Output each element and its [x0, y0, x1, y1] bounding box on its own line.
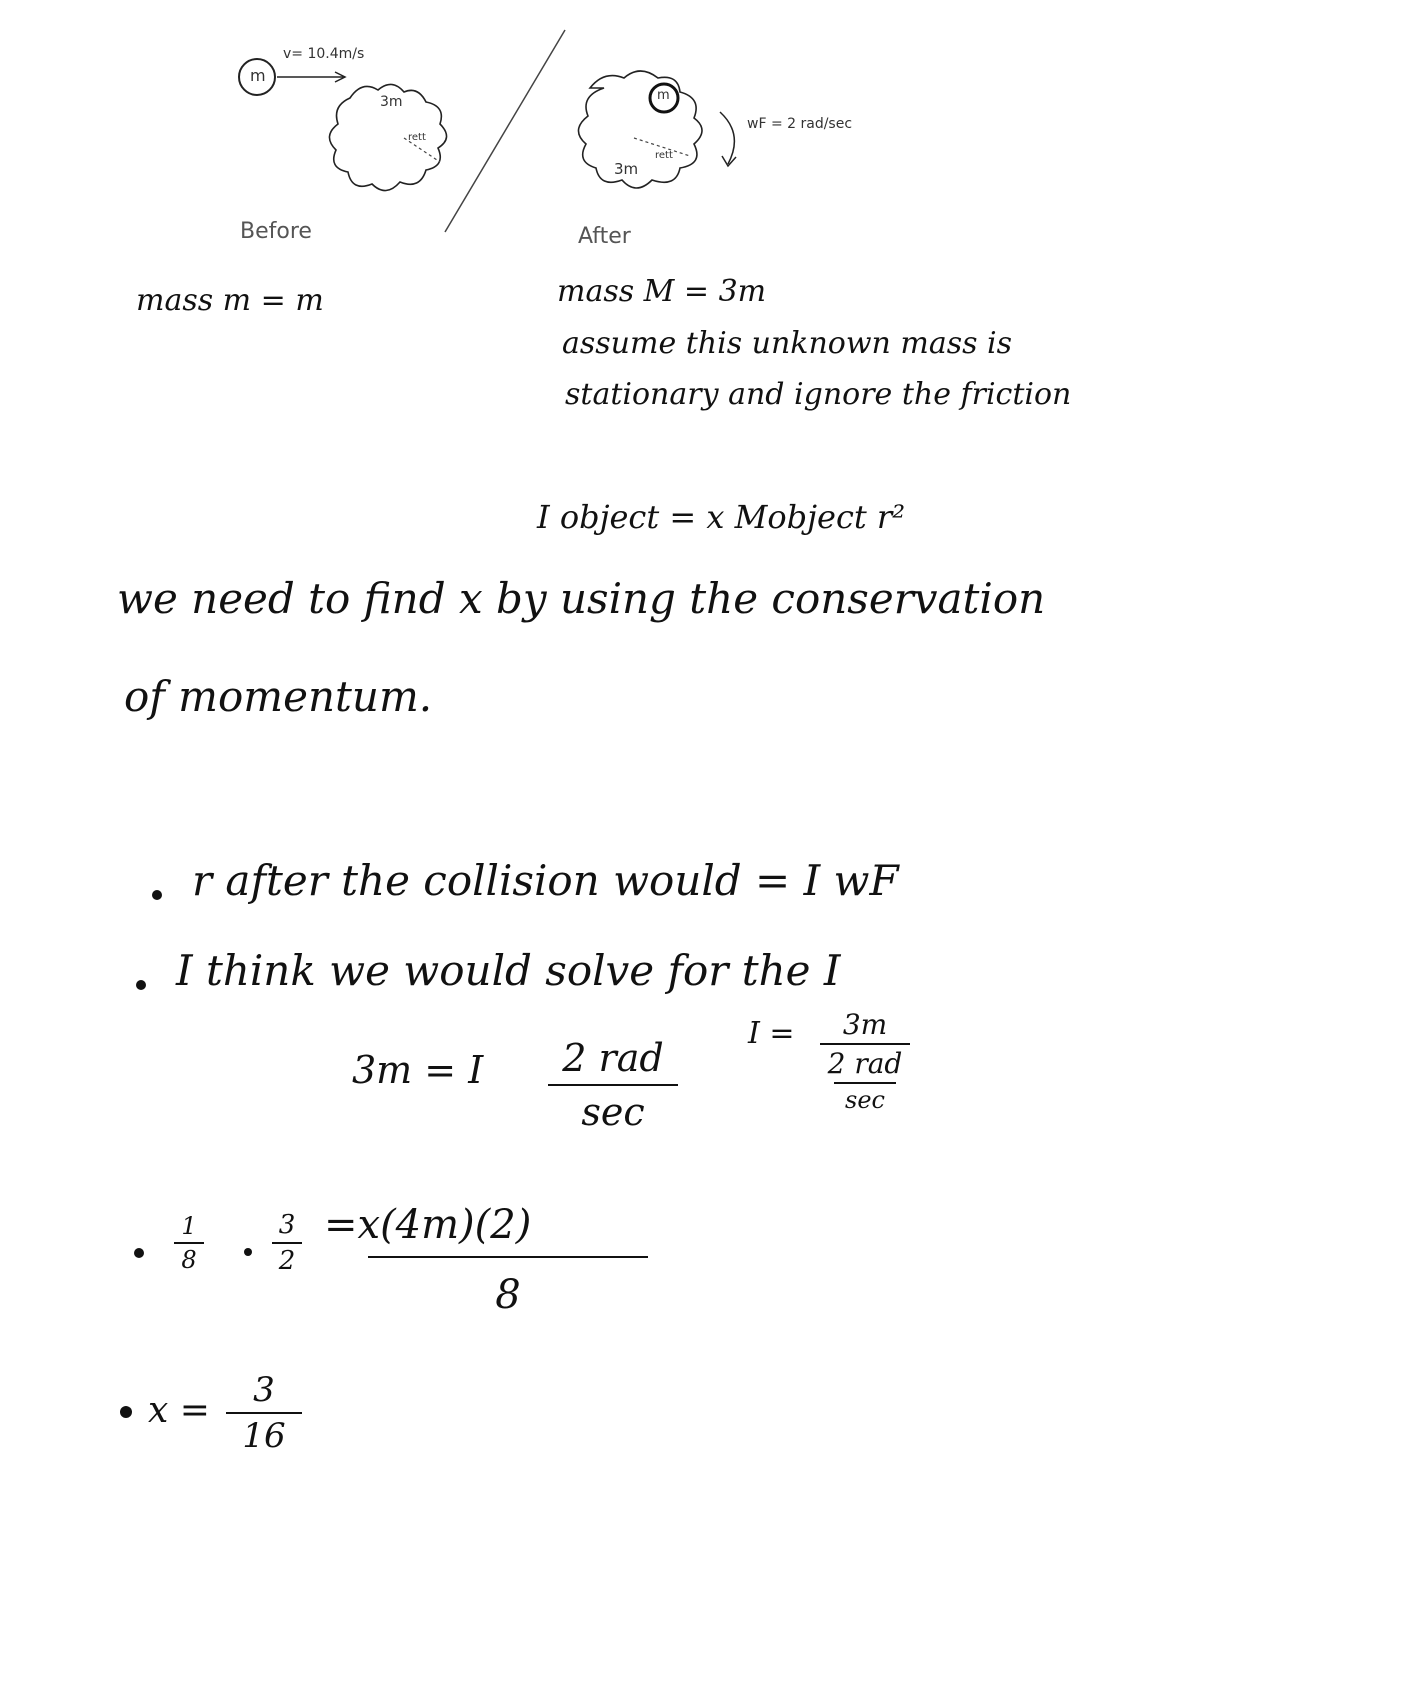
b4-left: x = — [148, 1390, 210, 1431]
blob-after-label: 3m — [614, 160, 639, 178]
b4-fraction: 3 16 — [226, 1370, 302, 1456]
eq1-numerator: 2 rad — [562, 1036, 664, 1080]
bullet-3 — [134, 1248, 144, 1258]
mass-left: mass m = m — [136, 283, 324, 318]
radius-before-label: rett — [408, 132, 426, 143]
need-line-1: we need to find x by using the conservation — [117, 574, 1046, 623]
divider-slash — [445, 30, 565, 232]
eq1-left: 3m = I — [352, 1048, 484, 1092]
collision-diagram — [0, 0, 1413, 260]
bullet-2-text: I think we would solve for the I — [176, 946, 841, 995]
b3-fraction-1: 1 8 — [174, 1212, 204, 1274]
omega-label: wF = 2 rad/sec — [747, 116, 853, 132]
eq2-left: I = — [748, 1016, 795, 1051]
eq2-denominator: sec — [845, 1086, 885, 1114]
assume-line-2: stationary and ignore the friction — [565, 377, 1072, 412]
ball-after-label: m — [657, 88, 670, 103]
eq2-mid: 2 rad — [827, 1047, 903, 1080]
blob-before-label: 3m — [380, 94, 403, 110]
eq1-fraction — [548, 1036, 678, 1134]
eq2-fraction — [820, 1008, 910, 1114]
inertia-formula: I object = x Mobject r² — [537, 498, 906, 536]
bullet-4 — [120, 1406, 132, 1418]
bullet-3b — [244, 1248, 252, 1256]
need-line-2: of momentum. — [124, 672, 433, 721]
caption-after: After — [578, 224, 631, 249]
b3-rhs-fraction: =x(4m)(2) 8 — [318, 1202, 648, 1318]
blob-after — [578, 71, 702, 188]
velocity-label: v= 10.4m/s — [283, 46, 365, 62]
assume-line-1: assume this unknown mass is — [562, 326, 1013, 361]
bullet-1 — [152, 890, 162, 900]
ball-before-label: m — [250, 66, 266, 85]
bullet-2 — [136, 980, 146, 990]
caption-before: Before — [240, 219, 312, 244]
b3-fraction-2: 3 2 — [272, 1210, 302, 1276]
mass-right: mass M = 3m — [557, 274, 767, 309]
bullet-1-text: r after the collision would = I wF — [192, 856, 899, 905]
eq1-denominator: sec — [581, 1090, 645, 1134]
radius-after-label: rett — [655, 150, 673, 161]
eq2-numerator: 3m — [842, 1008, 888, 1041]
